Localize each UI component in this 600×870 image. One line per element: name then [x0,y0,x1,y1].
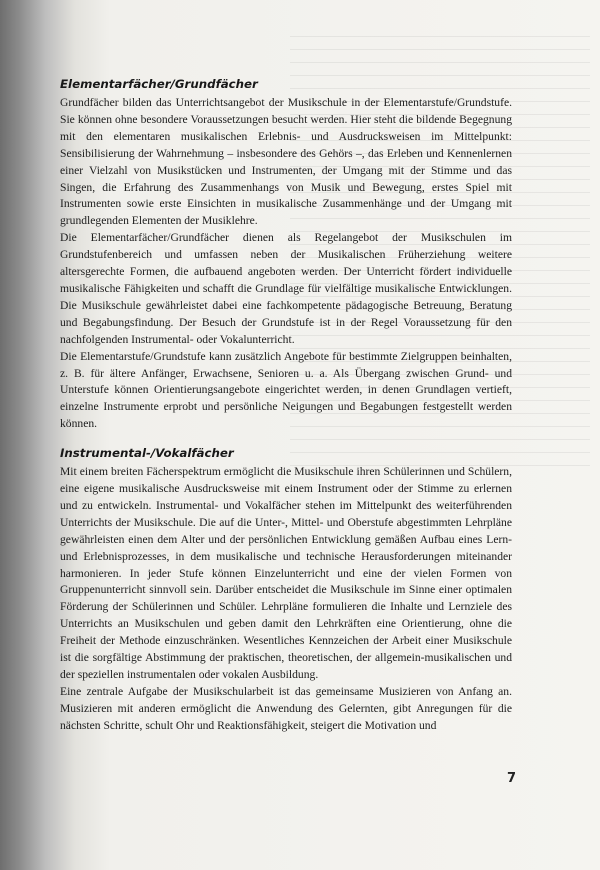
paragraph: Grundfächer bilden das Unterrichtsangebot der Musikschule in der Elementarstufe/Grundstufe. Sie können ohne besondere Voraussetzungen besucht werden. Hier steht die bildende Begegnung mit den elementaren musikalischen Erlebnis- und Ausdrucksweisen im Mittelpunkt: Sensibilisierung der Wahrnehmung – insbesondere des Gehörs –, das Erleben und Kennenlernen einer Vielzahl von Musikstücken und Instrumenten, der Umgang mit der Stimme und das Singen, die Erfahrung des Zusammenhangs von Musik und Bewegung, erstes Spiel mit Instrumenten sowie erste Einsichten in musikalische Zusammenhänge und der Umgang mit grundlegenden Elementen der Musiklehre. [60,96,512,228]
paragraph: Die Elementarfächer/Grundfächer dienen als Regelangebot der Musikschulen im Grundstufenbereich und umfassen neben der Musikalischen Früherziehung weitere altersgerechte Formen, die aufbauend angeboten werden. Der Unterricht fördert individuelle musikalische Fähigkeiten und schafft die Grundlage für vielfältige musikalische Entwicklungen. Die Musikschule gewährleistet dabei eine fachkompetente pädagogische Betreuung, Beratung und Begabungsfindung. Der Besuch der Grundstufe ist in der Regel Voraussetzung für den nachfolgenden Instrumental- oder Vokalunterricht. [60,231,512,346]
page-number: 7 [506,771,516,786]
paragraph: Eine zentrale Aufgabe der Musikschularbeit ist das gemeinsame Musizieren von Anfang an. Musizieren mit anderen ermöglicht die Anwendung des Gelernten, gibt Anregungen für die nächsten Schritte, schult Ohr und Reaktionsfähigkeit, steigert die Motivation und [60,684,512,732]
paragraph: Die Elementarstufe/Grundstufe kann zusätzlich Angebote für bestimmte Zielgruppen beinhalten, z. B. für ältere Anfänger, Erwachsene, Senioren u. a. Als Übergang zwischen Grund- und Unterstufe können Orientierungsangebote eingerichtet werden, in denen Grundlagen vertieft, einzelne Instrumente erprobt und persönliche Neigungen und Begabungen festgestellt werden können. [60,349,512,431]
page-body [60,76,512,735]
paragraph: Mit einem breiten Fächerspektrum ermöglicht die Musikschule ihren Schülerinnen und Schülern, eine eigene musikalische Ausdrucksweise mit einem Instrument oder der Stimme zu erlernen und zu entwickeln. Instrumental- und Vokalfächer stehen im Mittelpunkt des weiterführenden Unterrichts der Musikschule. Die auf die Unter-, Mittel- und Oberstufe abgestimmten Lehrpläne gewährleisten einen dem Alter und der persönlichen Entwicklung gemäßen Aufbau eines Lern- und Erlebnisprozesses, in dem musikalische und technische Herausforderungen miteinander harmonieren. In jeder Stufe können Einzelunterricht und eine der vielen Formen von Gruppenunterricht sinnvoll sein. Darüber entscheidet die Musikschule im Sinne einer optimalen Förderung der Schülerinnen und Schüler. Lehrpläne formulieren die Inhalte und Lernziele des Unterrichts an Musikschulen und geben damit den Lehrkräften eine Orientierung, ohne die Freiheit der Methode einzuschränken. Wesentliches Kennzeichen der Arbeit einer Musikschule ist die sorgfältige Abstimmung der praktischen, theoretischen, der allgemein-musikalischen und der speziellen instrumentalen oder vokalen Ausbildung. [60,465,512,681]
section-heading-elementarfaecher: Elementarfächer/Grundfächer [60,77,258,91]
section-heading-instrumental: Instrumental-/Vokalfächer [60,446,234,461]
section-spacer [60,433,512,445]
